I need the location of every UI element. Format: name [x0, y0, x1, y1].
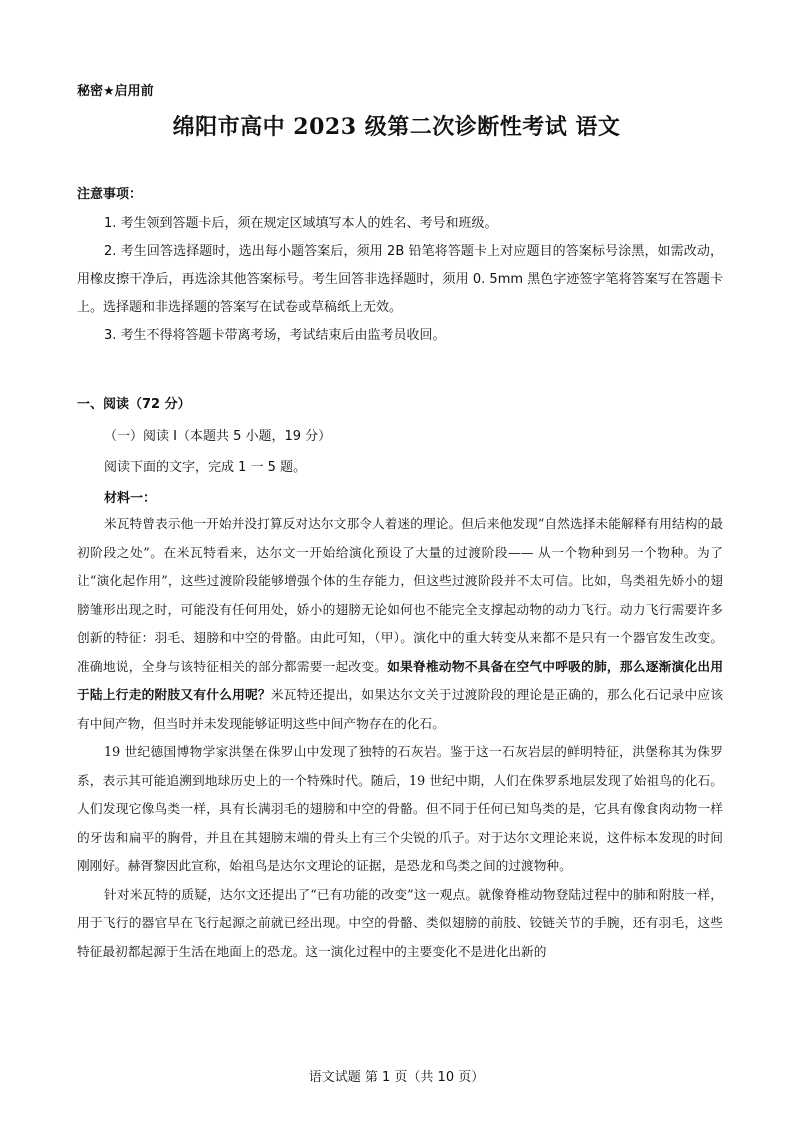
passage-bold-text: 如果脊椎动物不具备在空气中呼吸的肺，那么逐渐演化出用于陆上行走的附肢又有什么用呢？ [77, 658, 724, 702]
subsection-title: （一）阅读 I（本题共 5 小题，19 分） [104, 429, 332, 444]
page-title: 绵阳市高中 2023 级第二次诊断性考试 语文 [172, 114, 621, 140]
passage-paragraph: 19 世纪德国博物学家洪堡在侏罗山中发现了独特的石灰岩。鉴于这一石灰岩层的鲜明特征，洪堡称其为侏罗系，表示其可能追溯到地球历史上的一个特殊时代。随后，19 世纪中期，人们在侏罗系地层发现了始祖鸟的化石。人们发现它像鸟类一样，具有长满羽毛的翅膀和中空的骨骼。但不同于任何已知鸟类的是，它具有像食肉动物一样的牙齿和扁平的胸骨，并且在其翅膀末端的骨头上有三个尖锐的爪子。对于达尔文理论来说，这件标本发现的时间刚刚好。赫胥黎因此宣称，始祖鸟是达尔文理论的证据，是恐龙和鸟类之间的过渡物种。 [77, 744, 723, 873]
notice-item: 1. 考生领到答题卡后，须在规定区域填写本人的姓名、考号和班级。 [104, 216, 498, 231]
passage-paragraph [77, 510, 723, 738]
notice-item: 2. 考生回答选择题时，选出每小题答案后，须用 2B 铅笔将答题卡上对应题目的答案标号涂黑，如需改动，用橡皮擦干净后，再选涂其他答案标号。考生回答非选择题时，须用 0. 5mm 黑色字迹签字笔将答案写在答题卡上。选择题和非选择题的答案写在试卷或草稿纸上无效。 [77, 244, 723, 315]
notice-item: 3. 考生不得将答题卡带离考场，考试结束后由监考员收回。 [104, 328, 446, 343]
passage-text: 米瓦特曾表示他一开始并没打算反对达尔文那令人着迷的理论。但后来他发现“自然选择未能解释有用结构的最初阶段之处”。在米瓦特看来，达尔文一开始给演化预设了大量的过渡阶段—— 从一个物种到另一个物种。为了让“演化起作用”，这些过渡阶段能够增强个体的生存能力，但这些过渡阶段并不太可信。比如，鸟类祖先娇小的翅膀雏形出现之时，可能没有任何用处，娇小的翅膀无论如何也不能完全支撑起动物的动力飞行。动力飞行需要许多创新的特征：羽毛、翅膀和中空的骨骼。由此可知，（甲）。演化中的重大转变从来都不是只有一个器官发生改变。准确地说，全身与该特征相关的部分都需要一起改变。 [77, 516, 723, 674]
notice-list [77, 210, 723, 350]
reading-instruction: 阅读下面的文字，完成 1 一 5 题。 [104, 460, 307, 475]
confidential-label: 秘密★启用前 [77, 84, 154, 99]
page-footer: 语文试题 第 1 页（共 10 页） [308, 1070, 485, 1085]
passage-text: 米瓦特还提出，如果达尔文关于过渡阶段的理论是正确的，那么化石记录中应该有中间产物，但当时并未发现能够证明这些中间产物存在的化石。 [77, 687, 724, 731]
reading-passage [77, 510, 723, 966]
section-title: 一、阅读（72 分） [77, 397, 191, 412]
material-label: 材料一： [104, 491, 157, 506]
passage-paragraph: 针对米瓦特的质疑，达尔文还提出了“已有功能的改变”这一观点。就像脊椎动物登陆过程中的肺和附肢一样，用于飞行的器官早在飞行起源之前就已经出现。中空的骨骼、类似翅膀的前肢、铰链关节的手腕，还有羽毛，这些特征最初都起源于生活在地面上的恐龙。这一演化过程中的主要变化不是进化出新的 [77, 886, 723, 959]
notice-heading: 注意事项： [77, 187, 143, 202]
